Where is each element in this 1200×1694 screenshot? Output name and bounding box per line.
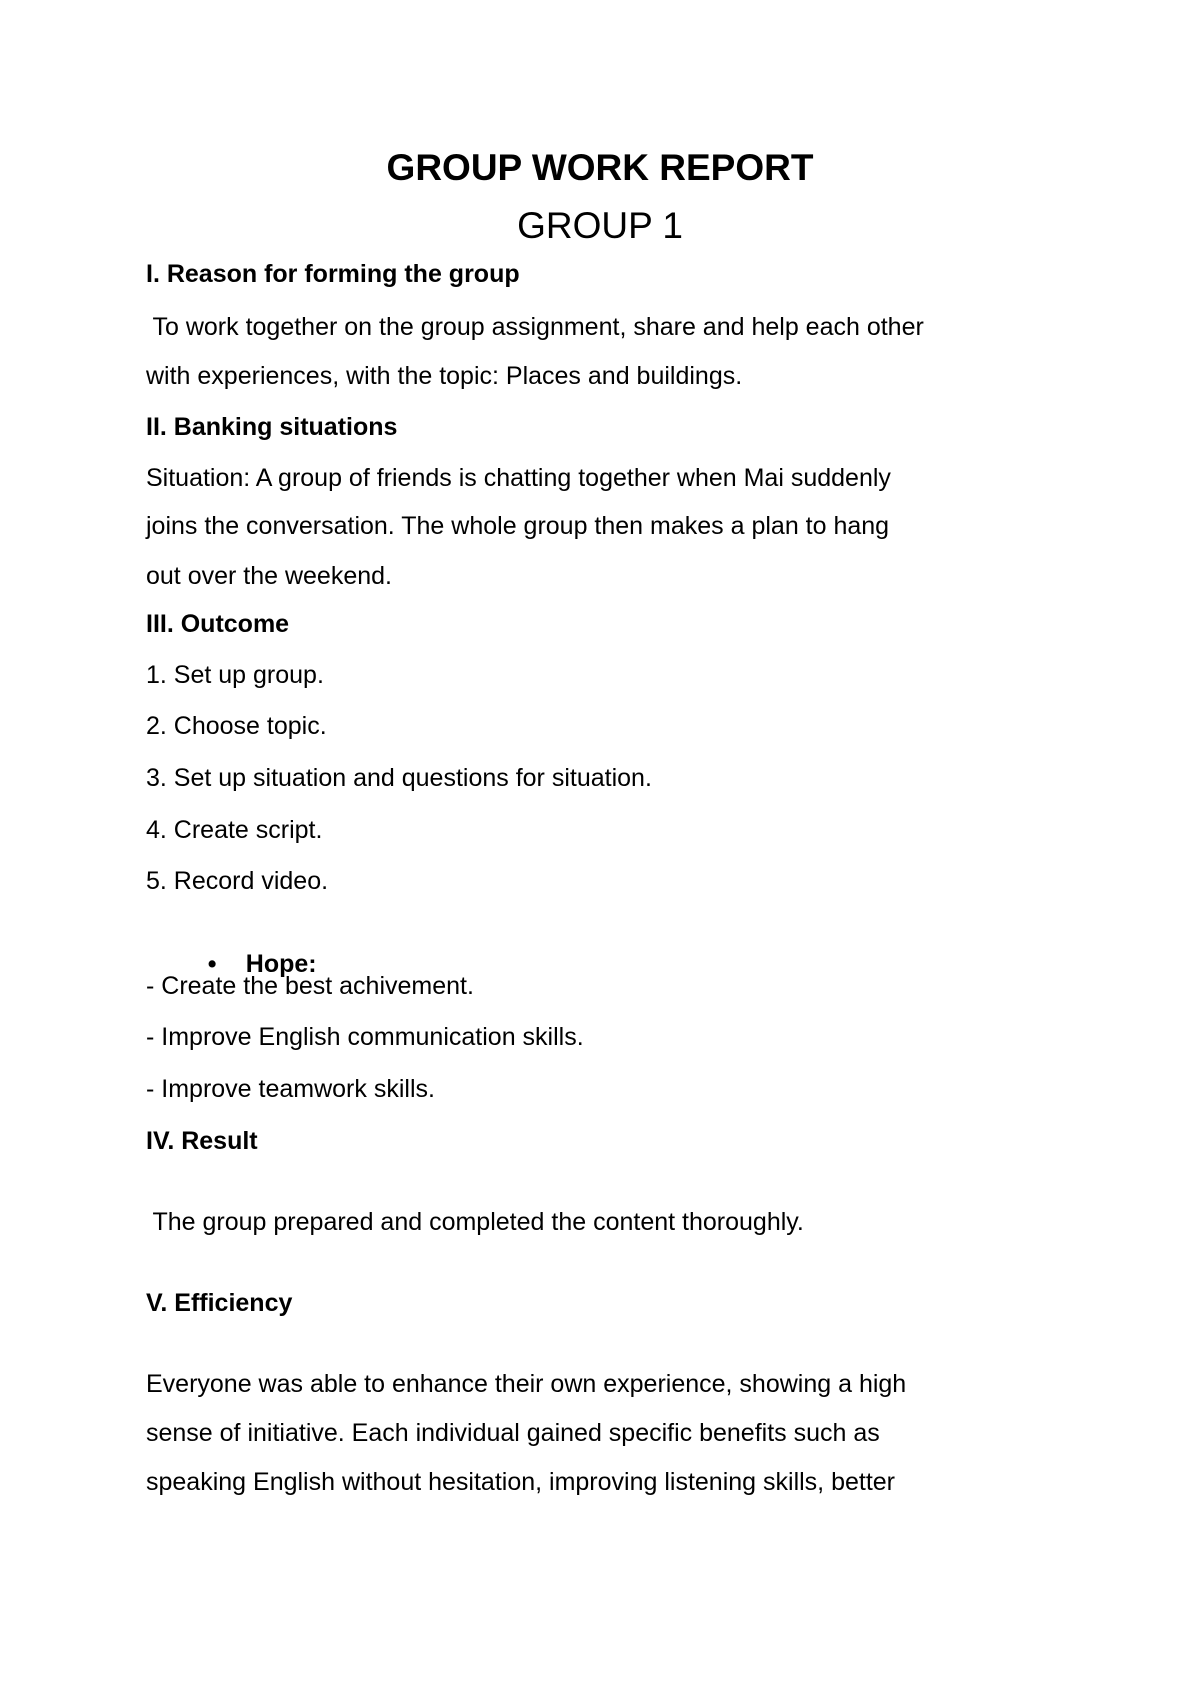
hope-item: - Improve teamwork skills. <box>146 1075 435 1103</box>
banking-line: Situation: A group of friends is chatting together when Mai suddenly <box>146 464 891 492</box>
section-heading-reason: I. Reason for forming the group <box>146 260 520 288</box>
outcome-step: 2. Choose topic. <box>146 712 327 740</box>
hope-label: Hope: <box>245 950 317 978</box>
efficiency-line: Everyone was able to enhance their own experience, showing a high <box>146 1370 907 1398</box>
banking-line: joins the conversation. The whole group then makes a plan to hang <box>146 512 890 540</box>
section-heading-outcome: III. Outcome <box>146 610 290 638</box>
section-heading-banking: II. Banking situations <box>146 413 398 441</box>
banking-line: out over the weekend. <box>146 562 392 590</box>
reason-line: To work together on the group assignment, share and help each other <box>146 313 924 341</box>
outcome-step: 1. Set up group. <box>146 661 324 689</box>
document-subtitle: GROUP 1 <box>517 205 683 246</box>
section-heading-efficiency: V. Efficiency <box>146 1289 293 1317</box>
outcome-step: 5. Record video. <box>146 867 329 895</box>
result-text: The group prepared and completed the content thoroughly. <box>146 1208 804 1236</box>
hope-item: - Improve English communication skills. <box>146 1023 584 1051</box>
reason-line: with experiences, with the topic: Places and buildings. <box>146 362 743 390</box>
efficiency-line: sense of initiative. Each individual gained specific benefits such as <box>146 1419 880 1447</box>
efficiency-line: speaking English without hesitation, improving listening skills, better <box>146 1468 895 1496</box>
section-heading-result: IV. Result <box>146 1127 258 1155</box>
document-title: GROUP WORK REPORT <box>386 147 814 188</box>
outcome-step: 4. Create script. <box>146 816 323 844</box>
outcome-step: 3. Set up situation and questions for situation. <box>146 764 652 792</box>
bullet-icon: • <box>207 950 217 978</box>
hope-item: - Create the best achivement. <box>146 972 474 1000</box>
